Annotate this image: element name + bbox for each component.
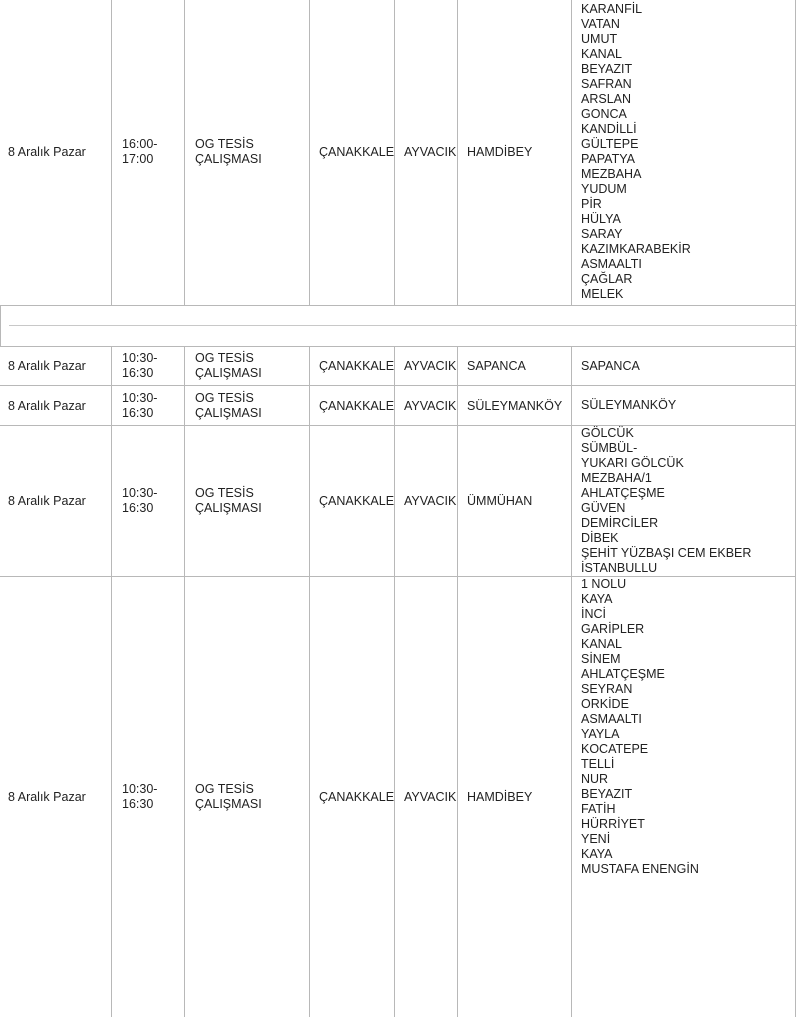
street-name: GONCA [581, 106, 627, 121]
street-name: YUDUM [581, 181, 627, 196]
time-cell: 10:30- 16:30 [111, 347, 184, 385]
street-name: PAPATYA [581, 151, 635, 166]
time-cell: 16:00- 17:00 [111, 0, 184, 305]
street-name: KANAL [581, 46, 622, 61]
neighborhood-cell: SAPANCA [457, 347, 571, 385]
street-name: DİBEK [581, 531, 619, 545]
table-row [0, 386, 796, 426]
street-list [581, 426, 751, 576]
street-name: BEYAZIT [581, 61, 633, 76]
city-cell: ÇANAKKALE [309, 426, 394, 576]
street-name: SÜMBÜL- [581, 441, 638, 455]
table-row [0, 0, 796, 306]
street-name: AHLATÇEŞME [581, 667, 665, 681]
street-name: KAYA [581, 847, 613, 861]
neighborhood-cell: HAMDİBEY [457, 577, 571, 1017]
street-name: BEYAZIT [581, 787, 633, 801]
neighborhood-cell: ÜMMÜHAN [457, 426, 571, 576]
street-name: HÜRRİYET [581, 817, 645, 831]
street-name: ŞEHİT YÜZBAŞI CEM EKBER [581, 546, 752, 560]
street-name: FATİH [581, 802, 616, 816]
district-cell: AYVACIK [394, 426, 457, 576]
street-name: SİNEM [581, 652, 621, 666]
street-name: SAPANCA [581, 358, 640, 373]
street-name: MEZBAHA/1 [581, 471, 652, 485]
street-name: TELLİ [581, 757, 615, 771]
street-name: İNCİ [581, 607, 606, 621]
street-name: KAZIMKARABEKİR [581, 241, 691, 256]
district-cell: AYVACIK [394, 577, 457, 1017]
street-name: KOCATEPE [581, 742, 649, 756]
street-name: AHLATÇEŞME [581, 486, 665, 500]
street-name: KARANFİL [581, 1, 643, 16]
street-name: YENİ [581, 832, 611, 846]
time-cell: 10:30- 16:30 [111, 577, 184, 1017]
street-list [581, 2, 691, 302]
time-cell: 10:30- 16:30 [111, 386, 184, 425]
date-cell: 8 Aralık Pazar [8, 790, 86, 804]
street-name: VATAN [581, 16, 620, 31]
street-name: ASMAALTI [581, 256, 642, 271]
street-name: MUSTAFA ENENGİN [581, 862, 699, 876]
street-name: YAYLA [581, 727, 620, 741]
streets-cell [571, 0, 796, 305]
table-row [0, 426, 796, 577]
street-list [581, 577, 699, 877]
street-name: 1 NOLU [581, 577, 627, 591]
street-name: MELEK [581, 286, 624, 301]
street-name: ARSLAN [581, 91, 632, 106]
street-name: KANDİLLİ [581, 121, 637, 136]
work-type-cell: OG TESİS ÇALIŞMASI [184, 347, 309, 385]
district-cell: AYVACIK [394, 347, 457, 385]
table-row [0, 577, 796, 1017]
district-cell: AYVACIK [394, 386, 457, 425]
date-cell: 8 Aralık Pazar [8, 494, 86, 508]
neighborhood-cell: SÜLEYMANKÖY [457, 386, 571, 425]
date-cell: 8 Aralık Pazar [8, 398, 86, 413]
street-name: HÜLYA [581, 211, 621, 226]
street-name: SAFRAN [581, 76, 632, 91]
row-separator [0, 306, 797, 346]
work-type-cell: OG TESİS ÇALIŞMASI [184, 426, 309, 576]
street-name: ORKİDE [581, 697, 629, 711]
street-name: İSTANBULLU [581, 561, 658, 575]
street-name: NUR [581, 772, 609, 786]
streets-cell [571, 426, 796, 576]
street-name: GÜLTEPE [581, 136, 639, 151]
street-name: DEMİRCİLER [581, 516, 659, 530]
street-name: KANAL [581, 637, 622, 651]
streets-cell [571, 577, 796, 1017]
street-name: ASMAALTI [581, 712, 642, 726]
street-name: PİR [581, 196, 602, 211]
date-cell: 8 Aralık Pazar [8, 359, 86, 373]
street-name: YUKARI GÖLCÜK [581, 456, 684, 470]
street-list [581, 359, 640, 374]
street-name: SEYRAN [581, 682, 633, 696]
work-type-cell: OG TESİS ÇALIŞMASI [184, 386, 309, 425]
street-name: GÖLCÜK [581, 426, 634, 440]
street-name: GARİPLER [581, 622, 645, 636]
time-cell: 10:30- 16:30 [111, 426, 184, 576]
city-cell: ÇANAKKALE [309, 347, 394, 385]
street-name: GÜVEN [581, 501, 626, 515]
city-cell: ÇANAKKALE [309, 0, 394, 305]
street-list [581, 398, 676, 413]
work-type-cell: OG TESİS ÇALIŞMASI [184, 0, 309, 305]
table-row [0, 346, 796, 386]
district-cell: AYVACIK [394, 0, 457, 305]
streets-cell [571, 386, 796, 425]
street-name: UMUT [581, 31, 618, 46]
city-cell: ÇANAKKALE [309, 577, 394, 1017]
street-name: KAYA [581, 592, 613, 606]
street-name: SÜLEYMANKÖY [581, 398, 677, 412]
date-cell: 8 Aralık Pazar [8, 144, 86, 159]
street-name: SARAY [581, 226, 623, 241]
city-cell: ÇANAKKALE [309, 386, 394, 425]
street-name: MEZBAHA [581, 166, 642, 181]
work-type-cell: OG TESİS ÇALIŞMASI [184, 577, 309, 1017]
streets-cell [571, 347, 796, 385]
neighborhood-cell: HAMDİBEY [457, 0, 571, 305]
street-name: ÇAĞLAR [581, 271, 633, 286]
